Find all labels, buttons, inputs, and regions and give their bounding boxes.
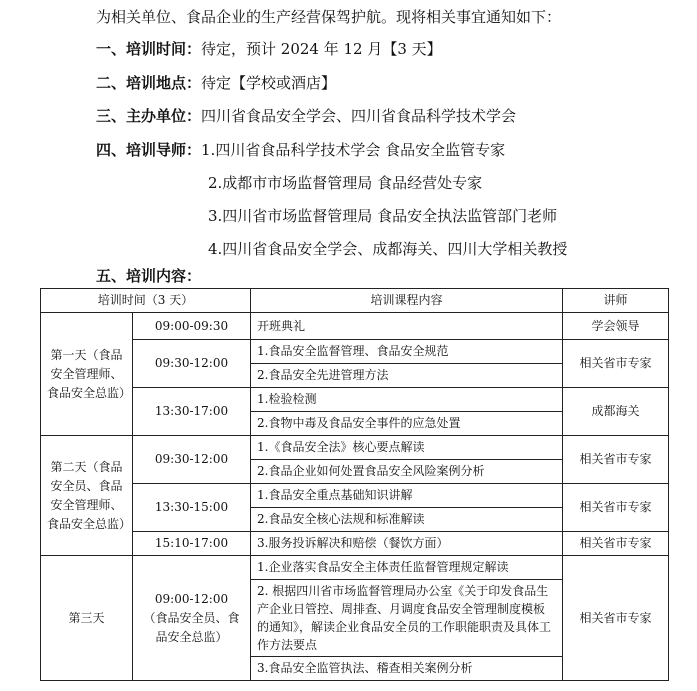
lecturer-cell: 学会领导 — [563, 313, 669, 340]
section-label: 一、培训时间： — [96, 40, 202, 58]
course-cell: 2.食物中毒及食品安全事件的应急处置 — [251, 412, 563, 436]
course-cell: 2. 根据四川省市场监督管理局办公室《关于印发食品生产企业日管控、周排查、月调度食品安全管理制度模板的通知》，解读企业食品安全员的工作职能职责及具体工作方法要点 — [251, 580, 563, 657]
time-cell: 15:10-17:00 — [133, 532, 251, 556]
section-training-place — [96, 73, 336, 93]
mentor-item: 2.成都市市场监督管理局 食品经营处专家 — [208, 174, 483, 192]
table-row — [41, 436, 669, 460]
table-row — [41, 484, 669, 508]
lecturer-cell: 相关省市专家 — [563, 436, 669, 484]
section-training-time — [96, 39, 442, 59]
section-label: 二、培训地点： — [96, 74, 202, 92]
table-row — [41, 388, 669, 412]
course-cell: 1.检验检测 — [251, 388, 563, 412]
header-lecturer: 讲师 — [563, 289, 669, 313]
section-value: 待定，预计 2024 年 12 月【3 天】 — [201, 40, 442, 58]
course-cell: 2.食品安全核心法规和标准解读 — [251, 508, 563, 532]
header-time: 培训时间（3 天） — [41, 289, 251, 313]
mentor-item: 4.四川省食品安全学会、成都海关、四川大学相关教授 — [208, 240, 568, 258]
time-cell: 13:30-17:00 — [133, 388, 251, 436]
section-host-units — [96, 106, 516, 126]
schedule-table — [40, 288, 669, 681]
time-cell — [133, 556, 251, 681]
course-cell: 1.《食品安全法》核心要点解读 — [251, 436, 563, 460]
section-mentors — [96, 140, 505, 160]
header-content: 培训课程内容 — [251, 289, 563, 313]
course-cell: 2.食品安全先进管理方法 — [251, 364, 563, 388]
lecturer-cell: 相关省市专家 — [563, 532, 669, 556]
course-cell: 1.企业落实食品安全主体责任监督管理规定解读 — [251, 556, 563, 580]
course-cell: 1.食品安全重点基础知识讲解 — [251, 484, 563, 508]
time-note: （食品安全员、食品安全总监） — [143, 610, 240, 644]
mentor-item: 1.四川省食品科学技术学会 食品安全监管专家 — [201, 141, 506, 159]
section-value: 四川省食品安全学会、四川省食品科学技术学会 — [201, 107, 517, 125]
table-row — [41, 532, 669, 556]
course-cell: 开班典礼 — [251, 313, 563, 340]
section-value: 待定【学校或酒店】 — [201, 74, 337, 92]
section-training-content: 五、培训内容： — [96, 267, 202, 285]
day-one-label: 第一天（食品安全管理师、食品安全总监） — [41, 313, 133, 436]
time-cell: 09:00-09:30 — [133, 313, 251, 340]
course-cell: 2.食品企业如何处置食品安全风险案例分析 — [251, 460, 563, 484]
table-row — [41, 340, 669, 364]
course-cell: 1.食品安全监督管理、食品安全规范 — [251, 340, 563, 364]
course-cell: 3.食品安全监管执法、稽查相关案例分析 — [251, 657, 563, 681]
intro-text: 为相关单位、食品企业的生产经营保驾护航。现将相关事宜通知如下： — [96, 8, 562, 26]
mentor-item: 3.四川省市场监督管理局 食品安全执法监管部门老师 — [208, 207, 558, 225]
time-cell: 09:30-12:00 — [133, 436, 251, 484]
day-two-label: 第二天（食品安全员、食品安全管理师、食品安全总监） — [41, 436, 133, 556]
day-three-label: 第三天 — [41, 556, 133, 681]
lecturer-cell: 相关省市专家 — [563, 484, 669, 532]
section-label: 四、培训导师： — [96, 141, 202, 159]
table-row — [41, 313, 669, 340]
section-label: 三、主办单位： — [96, 107, 202, 125]
time-cell: 09:30-12:00 — [133, 340, 251, 388]
lecturer-cell: 成都海关 — [563, 388, 669, 436]
time-cell: 13:30-15:00 — [133, 484, 251, 532]
lecturer-cell: 相关省市专家 — [563, 556, 669, 681]
time-value: 09:00-12:00 — [154, 591, 229, 606]
table-row — [41, 556, 669, 580]
table-header-row — [41, 289, 669, 313]
course-cell: 3.服务投诉解决和赔偿（餐饮方面） — [251, 532, 563, 556]
lecturer-cell: 相关省市专家 — [563, 340, 669, 388]
